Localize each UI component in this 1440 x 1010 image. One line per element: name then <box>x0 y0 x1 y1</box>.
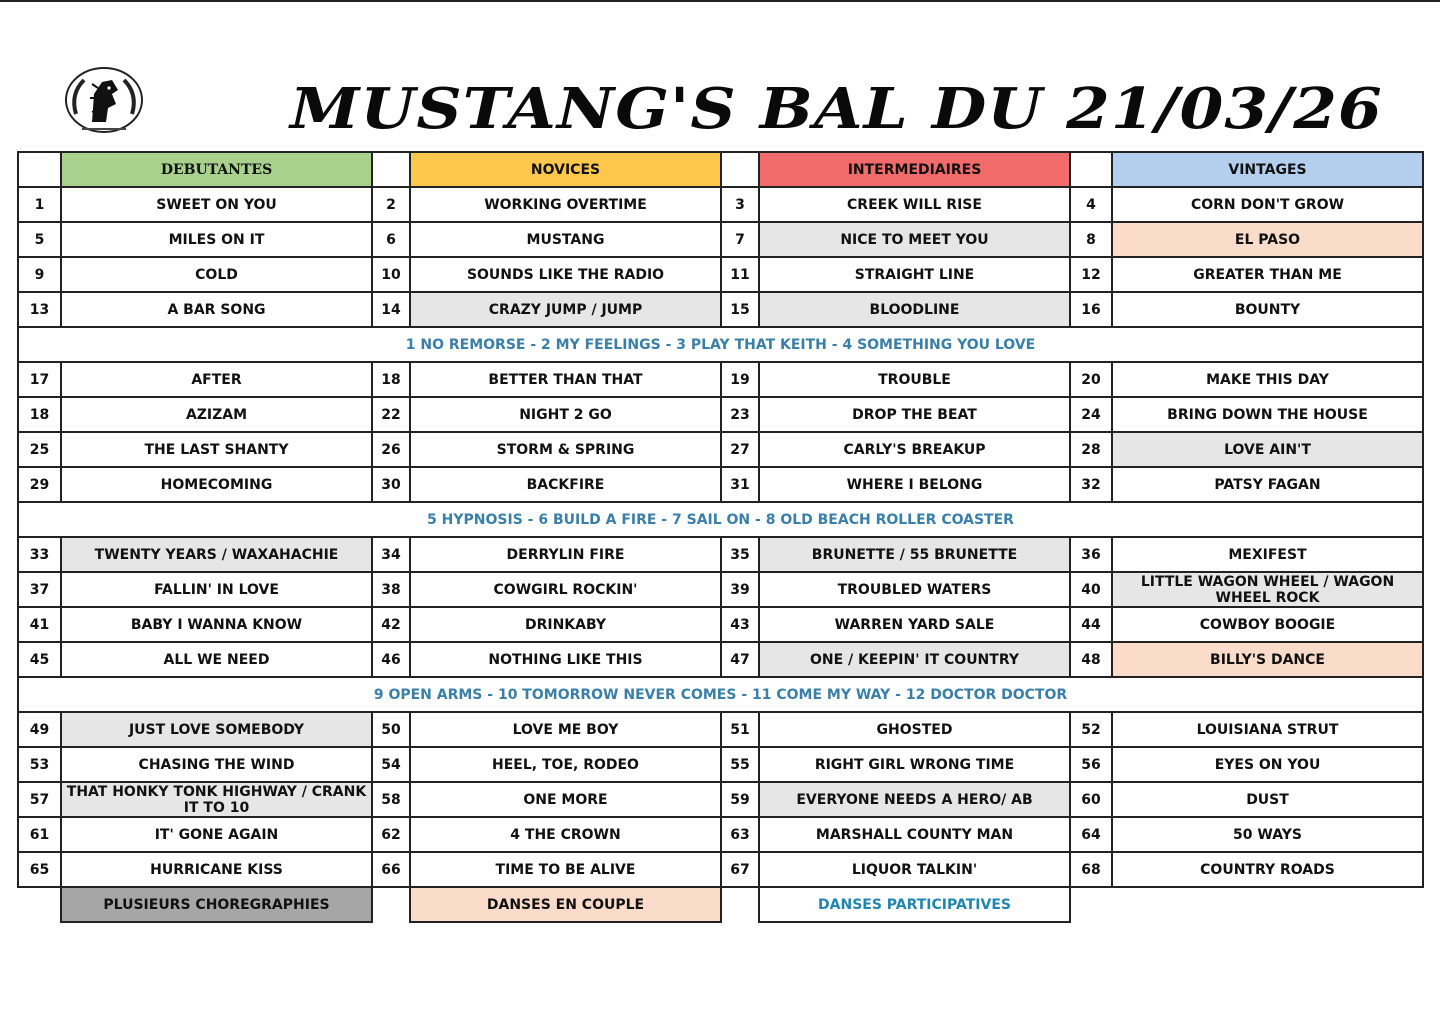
dance-number: 46 <box>372 642 410 677</box>
dance-number: 48 <box>1070 642 1112 677</box>
dance-number: 8 <box>1070 222 1112 257</box>
legend-danses-participatives: DANSES PARTICIPATIVES <box>759 887 1070 922</box>
dance-title: TIME TO BE ALIVE <box>410 852 721 887</box>
dance-title: HURRICANE KISS <box>61 852 372 887</box>
dance-title: MILES ON IT <box>61 222 372 257</box>
header-row <box>18 152 1423 187</box>
table-row <box>18 817 1423 852</box>
dance-number: 18 <box>18 397 61 432</box>
dance-title: MAKE THIS DAY <box>1112 362 1423 397</box>
dance-title: FALLIN' IN LOVE <box>61 572 372 607</box>
dance-number: 14 <box>372 292 410 327</box>
dance-title: LIQUOR TALKIN' <box>759 852 1070 887</box>
dance-number: 10 <box>372 257 410 292</box>
dance-title: GHOSTED <box>759 712 1070 747</box>
header-number-blank <box>721 152 759 187</box>
table-row <box>18 292 1423 327</box>
table-row <box>18 572 1423 607</box>
dance-title: TROUBLED WATERS <box>759 572 1070 607</box>
legend-spacer <box>1112 887 1423 922</box>
dance-number: 64 <box>1070 817 1112 852</box>
page-title: MUSTANG'S BAL DU 21/03/26 <box>290 76 1383 142</box>
dance-number: 36 <box>1070 537 1112 572</box>
dance-title: GREATER THAN ME <box>1112 257 1423 292</box>
legend-danses-en-couple: DANSES EN COUPLE <box>410 887 721 922</box>
dance-number: 62 <box>372 817 410 852</box>
dance-title: NIGHT 2 GO <box>410 397 721 432</box>
dance-number: 43 <box>721 607 759 642</box>
legend-spacer <box>372 887 410 922</box>
participative-dances: 5 HYPNOSIS - 6 BUILD A FIRE - 7 SAIL ON - 8 OLD BEACH ROLLER COASTER <box>18 502 1423 537</box>
table-row <box>18 607 1423 642</box>
dance-title: COLD <box>61 257 372 292</box>
participative-row <box>18 502 1423 537</box>
dance-title: BRUNETTE / 55 BRUNETTE <box>759 537 1070 572</box>
dance-title: PATSY FAGAN <box>1112 467 1423 502</box>
dance-title: MUSTANG <box>410 222 721 257</box>
dance-title: STORM & SPRING <box>410 432 721 467</box>
dance-number: 56 <box>1070 747 1112 782</box>
legend-spacer <box>18 887 61 922</box>
dance-number: 1 <box>18 187 61 222</box>
legend-spacer <box>1070 887 1112 922</box>
table-row <box>18 257 1423 292</box>
table-row <box>18 782 1423 817</box>
dance-number: 59 <box>721 782 759 817</box>
dance-title: BETTER THAN THAT <box>410 362 721 397</box>
dance-title: THAT HONKY TONK HIGHWAY / CRANK IT TO 10 <box>61 782 372 817</box>
header-novices: NOVICES <box>410 152 721 187</box>
dance-title: SOUNDS LIKE THE RADIO <box>410 257 721 292</box>
table-row <box>18 362 1423 397</box>
mustang-logo-icon <box>62 64 146 140</box>
dance-number: 12 <box>1070 257 1112 292</box>
dance-number: 44 <box>1070 607 1112 642</box>
dance-number: 26 <box>372 432 410 467</box>
dance-number: 19 <box>721 362 759 397</box>
dance-number: 13 <box>18 292 61 327</box>
table-row <box>18 642 1423 677</box>
dance-number: 11 <box>721 257 759 292</box>
dance-title: IT' GONE AGAIN <box>61 817 372 852</box>
header-vintages: VINTAGES <box>1112 152 1423 187</box>
dance-title: CORN DON'T GROW <box>1112 187 1423 222</box>
dance-title: HOMECOMING <box>61 467 372 502</box>
dance-title: WHERE I BELONG <box>759 467 1070 502</box>
dance-number: 3 <box>721 187 759 222</box>
dance-number: 50 <box>372 712 410 747</box>
dance-title: ONE MORE <box>410 782 721 817</box>
dance-number: 7 <box>721 222 759 257</box>
dance-title: BLOODLINE <box>759 292 1070 327</box>
dance-title: BACKFIRE <box>410 467 721 502</box>
table-row <box>18 432 1423 467</box>
dance-number: 33 <box>18 537 61 572</box>
dance-number: 66 <box>372 852 410 887</box>
dance-title: BRING DOWN THE HOUSE <box>1112 397 1423 432</box>
table-row <box>18 397 1423 432</box>
dance-title: COWGIRL ROCKIN' <box>410 572 721 607</box>
dance-title: JUST LOVE SOMEBODY <box>61 712 372 747</box>
dance-title: CRAZY JUMP / JUMP <box>410 292 721 327</box>
dance-title: CREEK WILL RISE <box>759 187 1070 222</box>
header-intermediaires: INTERMEDIAIRES <box>759 152 1070 187</box>
dance-number: 42 <box>372 607 410 642</box>
dance-number: 51 <box>721 712 759 747</box>
dance-title: LITTLE WAGON WHEEL / WAGON WHEEL ROCK <box>1112 572 1423 607</box>
dance-number: 31 <box>721 467 759 502</box>
dance-number: 65 <box>18 852 61 887</box>
dance-number: 40 <box>1070 572 1112 607</box>
header-number-blank <box>18 152 61 187</box>
dance-number: 16 <box>1070 292 1112 327</box>
dance-number: 54 <box>372 747 410 782</box>
table-row <box>18 852 1423 887</box>
dance-title: CARLY'S BREAKUP <box>759 432 1070 467</box>
dance-number: 24 <box>1070 397 1112 432</box>
dance-number: 6 <box>372 222 410 257</box>
table-row <box>18 712 1423 747</box>
dance-title: WORKING OVERTIME <box>410 187 721 222</box>
dance-title: 4 THE CROWN <box>410 817 721 852</box>
header-number-blank <box>1070 152 1112 187</box>
header-debutantes: DEBUTANTES <box>61 152 372 187</box>
table-row <box>18 467 1423 502</box>
dance-title: MARSHALL COUNTY MAN <box>759 817 1070 852</box>
dance-number: 37 <box>18 572 61 607</box>
dance-number: 20 <box>1070 362 1112 397</box>
dance-number: 58 <box>372 782 410 817</box>
dance-number: 5 <box>18 222 61 257</box>
dance-number: 68 <box>1070 852 1112 887</box>
dance-number: 15 <box>721 292 759 327</box>
dance-number: 45 <box>18 642 61 677</box>
participative-dances: 1 NO REMORSE - 2 MY FEELINGS - 3 PLAY THAT KEITH - 4 SOMETHING YOU LOVE <box>18 327 1423 362</box>
table-row <box>18 187 1423 222</box>
dance-number: 25 <box>18 432 61 467</box>
table-row <box>18 747 1423 782</box>
dance-number: 38 <box>372 572 410 607</box>
legend-row <box>18 887 1423 922</box>
dance-title: ALL WE NEED <box>61 642 372 677</box>
dance-title: TROUBLE <box>759 362 1070 397</box>
dance-number: 39 <box>721 572 759 607</box>
dance-number: 52 <box>1070 712 1112 747</box>
dance-title: RIGHT GIRL WRONG TIME <box>759 747 1070 782</box>
dance-title: ONE / KEEPIN' IT COUNTRY <box>759 642 1070 677</box>
participative-dances: 9 OPEN ARMS - 10 TOMORROW NEVER COMES - 11 COME MY WAY - 12 DOCTOR DOCTOR <box>18 677 1423 712</box>
dance-title: EVERYONE NEEDS A HERO/ AB <box>759 782 1070 817</box>
dance-title: NICE TO MEET YOU <box>759 222 1070 257</box>
dance-title: SWEET ON YOU <box>61 187 372 222</box>
legend-plusieurs-choregraphies: PLUSIEURS CHOREGRAPHIES <box>61 887 372 922</box>
dance-title: DROP THE BEAT <box>759 397 1070 432</box>
dance-number: 34 <box>372 537 410 572</box>
dance-title: COUNTRY ROADS <box>1112 852 1423 887</box>
dance-title: COWBOY BOOGIE <box>1112 607 1423 642</box>
table-row <box>18 537 1423 572</box>
dance-number: 35 <box>721 537 759 572</box>
dance-number: 9 <box>18 257 61 292</box>
dance-number: 4 <box>1070 187 1112 222</box>
dance-title: WARREN YARD SALE <box>759 607 1070 642</box>
dance-number: 17 <box>18 362 61 397</box>
dance-number: 29 <box>18 467 61 502</box>
dance-title: 50 WAYS <box>1112 817 1423 852</box>
dance-number: 23 <box>721 397 759 432</box>
dance-number: 2 <box>372 187 410 222</box>
dance-title: DRINKABY <box>410 607 721 642</box>
dance-title: LOVE AIN'T <box>1112 432 1423 467</box>
header-number-blank <box>372 152 410 187</box>
dance-number: 32 <box>1070 467 1112 502</box>
dance-title: THE LAST SHANTY <box>61 432 372 467</box>
dance-number: 49 <box>18 712 61 747</box>
dance-number: 30 <box>372 467 410 502</box>
dance-title: AZIZAM <box>61 397 372 432</box>
dance-title: BILLY'S DANCE <box>1112 642 1423 677</box>
dance-number: 67 <box>721 852 759 887</box>
dance-title: EL PASO <box>1112 222 1423 257</box>
dance-number: 47 <box>721 642 759 677</box>
table-row <box>18 222 1423 257</box>
dance-number: 22 <box>372 397 410 432</box>
dance-title: DERRYLIN FIRE <box>410 537 721 572</box>
dance-number: 57 <box>18 782 61 817</box>
dance-schedule-table <box>17 151 1424 923</box>
dance-title: BOUNTY <box>1112 292 1423 327</box>
dance-number: 61 <box>18 817 61 852</box>
dance-number: 53 <box>18 747 61 782</box>
dance-number: 41 <box>18 607 61 642</box>
dance-title: NOTHING LIKE THIS <box>410 642 721 677</box>
dance-title: A BAR SONG <box>61 292 372 327</box>
dance-title: TWENTY YEARS / WAXAHACHIE <box>61 537 372 572</box>
dance-number: 28 <box>1070 432 1112 467</box>
dance-title: MEXIFEST <box>1112 537 1423 572</box>
dance-number: 27 <box>721 432 759 467</box>
dance-title: EYES ON YOU <box>1112 747 1423 782</box>
participative-row <box>18 677 1423 712</box>
dance-title: BABY I WANNA KNOW <box>61 607 372 642</box>
participative-row <box>18 327 1423 362</box>
dance-number: 60 <box>1070 782 1112 817</box>
dance-number: 63 <box>721 817 759 852</box>
legend-spacer <box>721 887 759 922</box>
dance-title: LOVE ME BOY <box>410 712 721 747</box>
dance-title: STRAIGHT LINE <box>759 257 1070 292</box>
dance-title: AFTER <box>61 362 372 397</box>
dance-title: CHASING THE WIND <box>61 747 372 782</box>
dance-title: HEEL, TOE, RODEO <box>410 747 721 782</box>
dance-number: 55 <box>721 747 759 782</box>
top-border-line <box>0 0 1440 2</box>
dance-title: LOUISIANA STRUT <box>1112 712 1423 747</box>
dance-number: 18 <box>372 362 410 397</box>
dance-title: DUST <box>1112 782 1423 817</box>
